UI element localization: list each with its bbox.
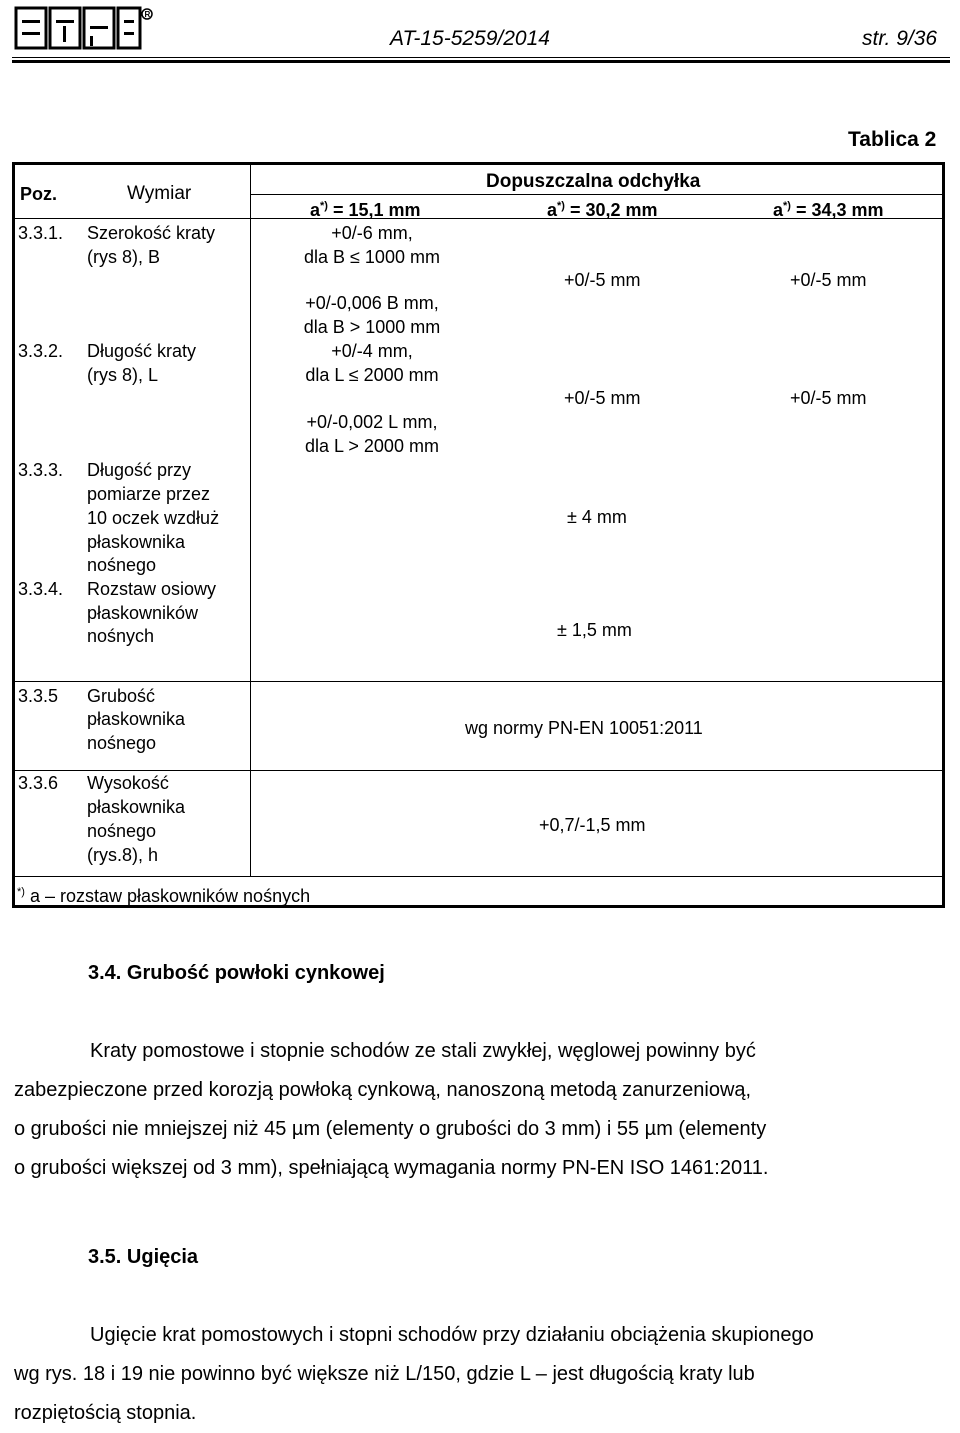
row-wymiar-line: płaskownika [87, 709, 186, 729]
footnote-marker: *) [783, 200, 791, 212]
paragraph-line: Ugięcie krat pomostowych i stopni schodów przy działaniu obciążenia skupionego [90, 1324, 814, 1346]
tolerance-b-small [252, 221, 492, 269]
row-wymiar-line: nośnego [87, 821, 157, 841]
row-wymiar-line: płaskowników [87, 603, 199, 623]
row-wymiar-line: płaskownika [87, 532, 186, 552]
row-poz: 3.3.5 [18, 686, 59, 706]
row-wymiar-line: (rys 8), B [87, 247, 161, 267]
tolerance-335: wg normy PN-EN 10051:2011 [465, 718, 703, 738]
tolerance-l-a34: +0/-5 mm [790, 388, 867, 408]
row-wymiar-line: nośnego [87, 555, 157, 575]
subheader-a-letter: a [310, 200, 321, 220]
row-poz: 3.3.4. [18, 579, 64, 599]
tolerance-l-a30: +0/-5 mm [564, 388, 641, 408]
subheader-a2-value: = 30,2 mm [564, 200, 658, 220]
footnote-marker: *) [17, 886, 25, 898]
subheader-a1-value: = 15,1 mm [327, 200, 421, 220]
paragraph-line: wg rys. 18 i 19 nie powinno być większe niż L/150, gdzie L – jest długością kraty lub [14, 1363, 755, 1385]
paragraph-line: o grubości większej od 3 mm), spełniającą wymagania normy PN-EN ISO 1461:2011. [14, 1157, 769, 1179]
subheader-a-letter: a [547, 200, 558, 220]
row-wymiar-line: (rys 8), L [87, 365, 159, 385]
subheader-a-34-3 [773, 194, 884, 222]
row-wymiar-line: Szerokość kraty [87, 223, 216, 243]
subheader-a-15-1 [310, 194, 421, 222]
row-wymiar-line: Rozstaw osiowy [87, 579, 217, 599]
footnote-text: a – rozstaw płaskowników nośnych [24, 886, 311, 906]
tolerance-text: +0/-6 mm, [331, 223, 413, 243]
row-wymiar-line: 10 oczek wzdłuż [87, 508, 220, 528]
table-gridline [12, 681, 945, 682]
subheader-a3-value: = 34,3 mm [790, 200, 884, 220]
tolerance-text: dla L > 2000 mm [305, 436, 439, 456]
tolerance-text: +0/-0,006 B mm, [305, 293, 439, 313]
document-reference: AT-15-5259/2014 [390, 27, 550, 50]
paragraph-line: zabezpieczone przed korozją powłoką cynkową, nanoszoną metodą zanurzeniową, [14, 1079, 752, 1101]
table-footnote [17, 880, 310, 908]
row-wymiar-line: Wysokość [87, 773, 169, 793]
row-wymiar-line: Długość przy [87, 460, 192, 480]
svg-text:R: R [144, 10, 151, 19]
row-wymiar-line: pomiarze przez [87, 484, 211, 504]
paragraph-line: o grubości nie mniejszej niż 45 µm (elementy o grubości do 3 mm) i 55 µm (elementy [14, 1118, 767, 1140]
section-heading-3-5: 3.5. Ugięcia [88, 1246, 199, 1268]
header-divider [12, 57, 950, 58]
row-wymiar-line: płaskownika [87, 797, 186, 817]
paragraph-line: Kraty pomostowe i stopnie schodów ze stali zwykłej, węglowej powinny być [90, 1040, 756, 1062]
tolerance-l-large [252, 410, 492, 458]
column-header-wymiar: Wymiar [127, 183, 192, 204]
tolerance-text: +0/-4 mm, [331, 341, 413, 361]
row-wymiar-line: (rys.8), h [87, 845, 159, 865]
column-header-tolerance: Dopuszczalna odchyłka [486, 171, 701, 192]
row-wymiar-line: nośnego [87, 733, 157, 753]
section-heading-3-4: 3.4. Grubość powłoki cynkowej [88, 962, 385, 984]
footnote-marker: *) [320, 200, 328, 212]
tolerance-336: +0,7/-1,5 mm [539, 815, 646, 835]
tolerance-334: ± 1,5 mm [557, 620, 632, 640]
tolerance-b-large [252, 291, 492, 339]
tolerance-l-small [252, 339, 492, 387]
row-wymiar-line: Grubość [87, 686, 156, 706]
row-poz: 3.3.3. [18, 460, 64, 480]
subheader-a-letter: a [773, 200, 784, 220]
tolerance-text: dla B ≤ 1000 mm [304, 247, 440, 267]
tolerance-text: +0/-0,002 L mm, [306, 412, 438, 432]
tolerance-333: ± 4 mm [567, 507, 627, 527]
table-gridline [12, 876, 945, 877]
paragraph-line: rozpiętością stopnia. [14, 1402, 197, 1424]
page-number: str. 9/36 [862, 27, 938, 50]
row-wymiar-line: nośnych [87, 626, 155, 646]
header-divider-thick [12, 60, 950, 63]
subheader-a-30-2 [547, 194, 658, 222]
column-header-poz: Poz. [20, 184, 58, 204]
tolerance-b-a34: +0/-5 mm [790, 270, 867, 290]
company-logo [14, 6, 154, 50]
tolerance-text: dla L ≤ 2000 mm [305, 365, 439, 385]
row-poz: 3.3.1. [18, 223, 64, 243]
footnote-marker: *) [557, 200, 565, 212]
row-poz: 3.3.6 [18, 773, 59, 793]
table-title: Tablica 2 [848, 128, 937, 151]
row-poz: 3.3.2. [18, 341, 64, 361]
table-gridline [250, 162, 251, 876]
row-wymiar-line: Długość kraty [87, 341, 197, 361]
tolerance-b-a30: +0/-5 mm [564, 270, 641, 290]
tolerance-text: dla B > 1000 mm [303, 317, 441, 337]
